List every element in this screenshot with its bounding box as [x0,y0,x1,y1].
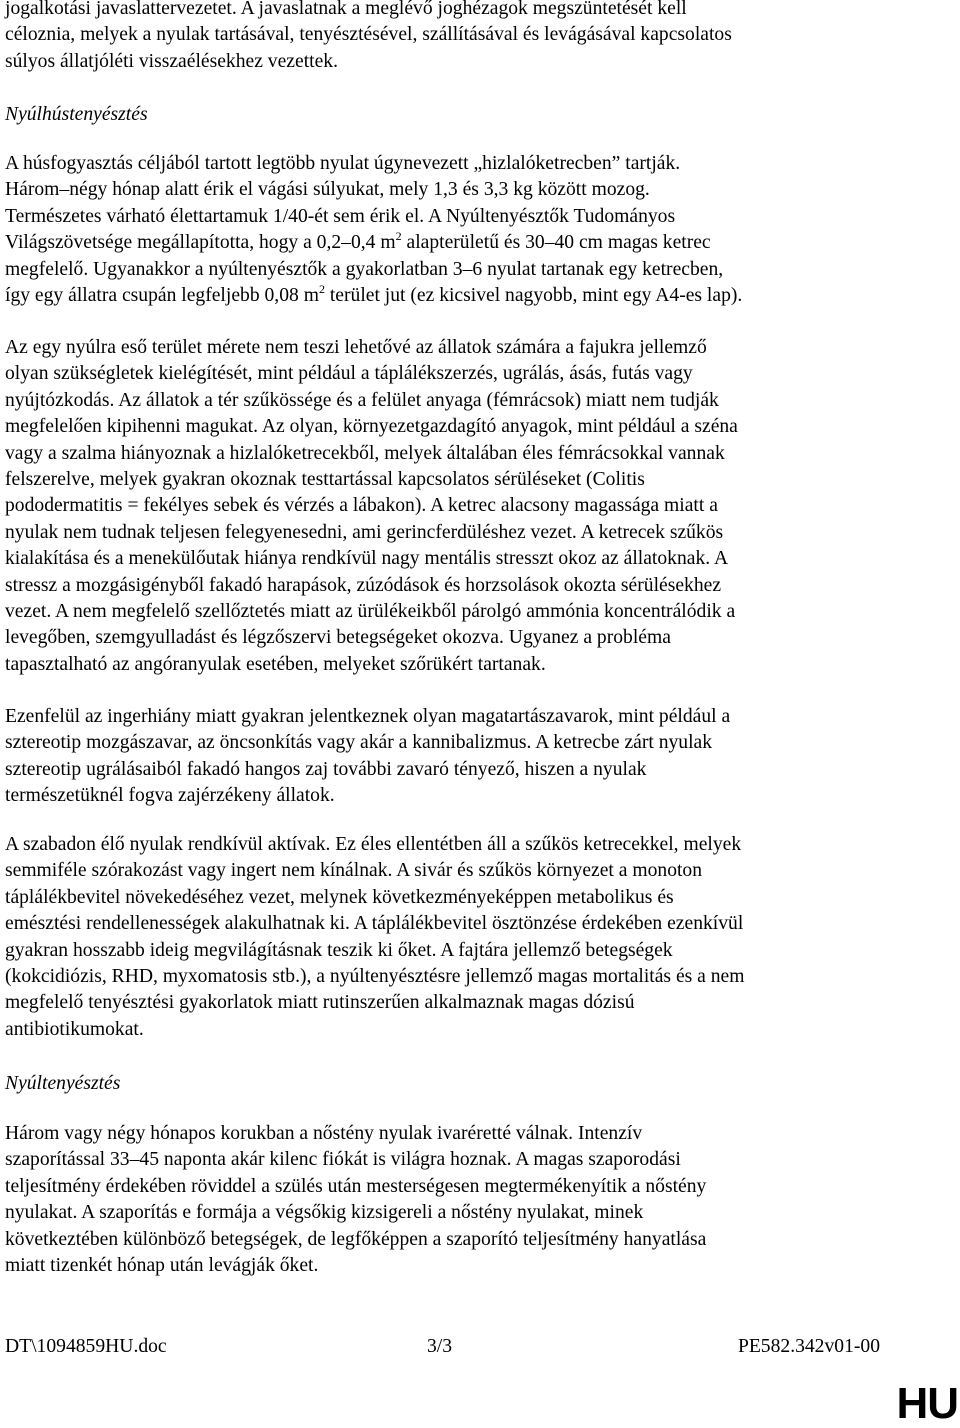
text-line: A szabadon élő nyulak rendkívül aktívak. Ez éles ellentétben áll a szűkös ketrecekkel, melyek [5,834,742,855]
text-line: sztereotip mozgászavar, az öncsonkítás vagy akár a kannibalizmus. A ketrecbe zárt nyulak [5,732,713,754]
text-line: nyulak nem tudnak teljesen felegyenesedni, ami gerincferdüléshez vezet. A ketrecek szűkös [5,521,724,543]
text-line: nyulakat. A szaporítás e formája a végsőkig kizsigereli a nőstény nyulakat, minek [5,1202,644,1224]
text-line: szaporítással 33–45 naponta akár kilenc fiókát is világra hoznak. A magas szaporodási [5,1149,681,1171]
text-line: táplálékbevitel növekedéséhez vezet, melynek következményeképpen metabolikus és [5,886,674,908]
paragraph-intro [5,0,732,75]
paragraph-space-needs [5,335,738,678]
text-line: Ezenfelül az ingerhiány miatt gyakran jelentkeznek olyan magatartászavarok, mint például a [5,706,731,727]
text-line: jogalkotási javaslattervezetet. A javaslatnak a meglévő joghézagok megszüntetését kell [5,0,687,19]
text-line: nyújtózkodás. Az állatok a tér szűkössége és a felület anyaga (fémrácsok) miatt nem tudják [5,389,719,411]
text-line: Három vagy négy hónapos korukban a nőstény nyulak ivaréretté válnak. Intenzív [5,1123,643,1144]
text-line: Természetes várható élettartamuk 1/40-ét sem érik el. A Nyúltenyésztők Tudományos [5,205,676,227]
paragraph-cages [5,151,742,309]
text-line: megfelelően kipihenni magukat. Az olyan, környezetgazdagító anyagok, mint például a széna [5,416,738,438]
text-line: Az egy nyúlra eső terület mérete nem teszi lehetővé az állatok számára a fajukra jellemző [5,337,707,358]
footer-page-number: 3/3 [427,1336,453,1357]
text-line: emésztési rendellenességek alakulhatnak ki. A táplálékbevitel ösztönzése érdekében ezenkívül [5,913,744,935]
language-code: HU [896,1379,958,1428]
footer-reference: PE582.342v01-00 [737,1336,880,1357]
paragraph-wild-rabbits [5,832,745,1043]
text-line: olyan szükségletek kielégítését, mint például a táplálékszerzés, ugrálás, ásás, futás vagy [5,363,693,385]
text-line: megfelelő. Ugyanakkor a nyúltenyésztők a gyakorlatban 3–6 nyulat tartanak egy ketrecben, [5,258,724,280]
paragraph-reproduction [5,1121,706,1279]
text-line: kialakítása és a menekülőutak hiánya rendkívül nagy mentális stresszt okoz az állatoknak. A [5,548,729,570]
footer-document-id: DT\1094859HU.doc [5,1336,167,1357]
text-line: súlyos állatjóléti visszaélésekhez vezettek. [5,50,338,72]
superscript: 2 [318,282,325,297]
text-line: sztereotip ugrálásaiból fakadó hangos zaj további zavaró tényező, hiszen a nyulak [5,758,647,780]
text-line: teljesítmény érdekében röviddel a szülés után mesterségesen megtermékenyítik a nőstény [5,1175,707,1197]
text-line: gyakran hosszabb ideig megvilágításnak teszik ki őket. A fajtára jellemző betegségek [5,939,673,961]
section-heading-rabbit-breeding: Nyúltenyésztés [5,1073,121,1094]
text-line: megfelelő tenyésztési gyakorlatok miatt rutinszerűen alkalmaznak magas dózisú [5,992,635,1014]
text-line: pododermatitis = fekélyes sebek és vérzés a lábakon). A ketrec alacsony magassága miatt a [5,495,718,517]
section-heading-meat-breeding: Nyúlhústenyésztés [5,104,148,125]
paragraph-behaviour [5,704,730,810]
text-line: Világszövetsége megállapította, hogy a 0,2–0,4 $m^2$ alapterületű és 30–40 cm magas ketrec [5,229,711,254]
superscript: 2 [395,229,402,244]
text-line: Három–négy hónap alatt érik el vágási súlyukat, mely 1,3 és 3,3 kg között mozog. [5,179,650,201]
text-line: A húsfogyasztás céljából tartott legtöbb nyulat úgynevezett „hizlalóketrecben” tartják. [5,153,681,174]
text-line: következtében különböző betegségek, de legfőképpen a szaporító teljesítmény hanyatlása [5,1228,707,1250]
text-line: természetüknél fogva zajérzékeny állatok. [5,785,335,807]
text-line: így egy állatra csupán legfeljebb 0,08 $m^2$ terület jut (ez kicsivel nagyobb, mint egy A4-es lap). [5,282,743,307]
text-line: stressz a mozgásigényből fakadó harapások, zúzódások és horzsolások okozta sérülésekhez [5,574,722,596]
text-line: céloznia, melyek a nyulak tartásával, tenyésztésével, szállításával és levágásával kapcsolatos [5,24,732,46]
text-line: (kokcidiózis, RHD, myxomatosis stb.), a nyúltenyésztésre jellemző magas mortalitás és a nem [5,966,745,988]
text-line: miatt tizenkét hónap után levágják őket. [5,1255,319,1277]
text-line: levegőben, szemgyulladást és légzőszervi betegségeket okozva. Ugyanez a probléma [5,627,671,649]
text-line: vezet. A nem megfelelő szellőztetés miatt az ürülékeikből párolgó ammónia koncentrálódik a [5,601,736,623]
text-line: semmiféle szórakozást vagy ingert nem kínálnak. A sivár és szűkös környezet a monoton [5,860,703,882]
text-line: antibiotikumokat. [5,1018,144,1040]
text-line: felszerelve, melyek gyakran okoznak testtartással kapcsolatos sérüléseket (Colitis [5,469,645,491]
text-line: tapasztalható az angóranyulak esetében, melyeket szőrükért tartanak. [5,653,546,675]
text-line: vagy a szalma hiányoznak a hizlalóketrecekből, melyek általában éles fémrácsokkal vannak [5,442,725,464]
